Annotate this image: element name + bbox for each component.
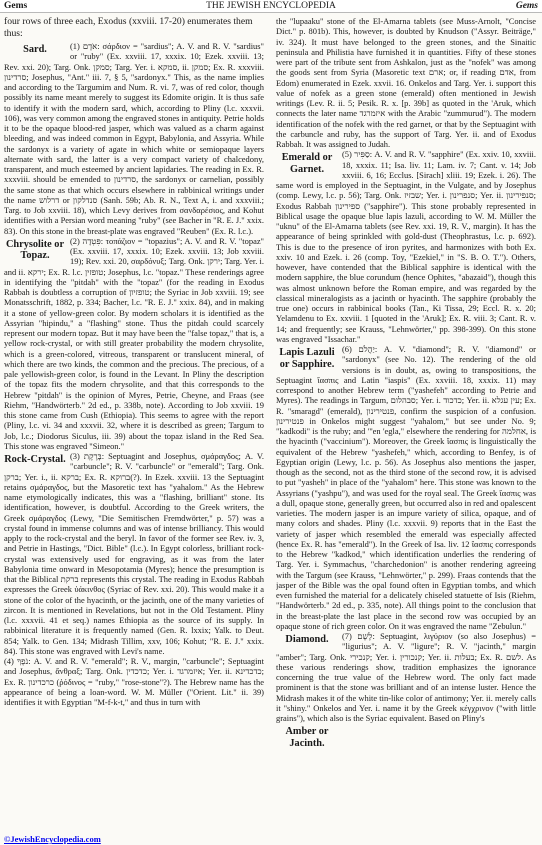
header-encyclopedia-title: THE JEWISH ENCYCLOPEDIA: [206, 1, 336, 11]
sidenote-lapis-lazuli: Lapis Lazuli or Sapphire.: [279, 347, 335, 370]
right-column: [276, 16, 536, 831]
left-column: [4, 16, 264, 831]
header-left-title: Gems: [4, 1, 28, 11]
site-copyright-link[interactable]: ©JewishEncyclopedia.com: [4, 834, 101, 844]
paragraph-sardius: (1) אֹדֶם: σάρδιον = "sardius"; A. V. and R. V. "sardius" or "ruby" (Ex. xxviii. 17, xxxix. 10; Ezek. xxviii. 13; Rev. xxi. 20); Targ. Onk. סמקן; Targ. Yer. i. סמקא, ii. סמקן; Ex. R. xxxviii. סרדינון; Josephus, "Ant." iii. 7, § 5, "sardonyx." This, as the name implies and according to the Targumim and Num. R. vi. 7, was of red color, though possibly its name meant merely to suggest its Edomite origin. It is thus safe to identify it with the modern sard, which, according to Pliny (l.c. xxxvii. 106), was very common among the engraved stones in antiquity. Petrie holds it to be the opaque blood-red jasper, which was valued as a charm against bleeding, and was indeed common in Egypt, Babylonia, and Assyria. While the sardonyx is a variety of agate in which white or semiopaque layers alternate with sard, the latter is a very compact variety of chalcedony, transparent, and much esteemed by ancient lapidaries. The reading in Ex. R. xxxviii. should be emended to סרדינון, the sardonyx or carnelian, possibly the same stone as that which occurs elsewhere in rabbinical writings under the name דרלוש or סנדלקון (Sanh. 59b; Ab. R. N., Text A, i. and xxxviii.; Targ. to Job xxviii. 18), which Levy derives from σανδαρέσιος, and Kohut identifies with a Persian word meaning "ruby" (see Bacher in "R. E. J." xxix. 83). On this stone in the breast-plate was engraved "Reuben" (Ex. R. l.c.).: [4, 41, 264, 236]
header-right-title: Gems: [515, 1, 538, 11]
paragraph-diamond: (6) יַהֲלֹם: A. V. "diamond"; R. V. "diamond" or "sardonyx" (see No. 12). The rendering of the old versions is in doubt, as, owing to transpositions, the Septuagint ἴασπις and Latin "iaspis" (Ex. xxviii. 18, xxxix. 11) may correspond to another Hebrew term ("yashefeh" according to Petrie and Myres). The readings in Targum, סבהלום; Yer. i. כדכוד; Yer. ii. עין עגלא; Ex. R. "smaragd" (emerald), פנטירינון, confirm the suspicion of a confusion. פנטירינון in Onkelos might suggest "yahalom," but see under No. 9; "kadkodi" is the ruby; and "'en 'egla," elsewhere the rendering for אחלמה, is the hyacinth ("vaccinium"). Moreover, the Greek ἴασπις is linguistically the equivalent of the Hebrew "yashefeh," which, according to Benfey, is of Egyptian origin (Lewy, l.c. p. 56). As Josephus also mentions the jasper, though as the second, not as the third stone of the second row, it is advised to put "yasheh" in place of the "yahalom" here. This stone was known to the Assyrians ("yashpu"), and was used for the royal seal. The Greek ἴασπις was a dull, opaque stone, generally green, but occurred also in red and opalescent varieties. The modern jasper is an impure variety of silica, opaque, and of many colors and shades. Pliny (l.c. xxxvii. 9) reports that in the East the variety of jasper which resembled the emerald was especially affected (hence Ex. R. has "emerald"). In the Greek of Isa. liv. 12 ἴασπις corresponds to the Hebrew "kadkod," which identification underlies the rendering of Targ. Yer. i. Symmachus, "charchedonion" is another rendering agreeing with the Targum (see Krauss, "Lehnwörter," p. 299). Fraas contends that the jasper of the Bible was the opal found often in Egyptian tombs, and which even furnished the material for a delicately chiseled statuette of Isis (Riehm, "Handwörterb." 2d ed., p. 335, note). All things point to the conclusion that in the breast-plate the last place in the second row was occupied by an opaque stone of rich green color. On it was engraved the name "Zebulun.": [276, 344, 536, 631]
sidenote-emerald-garnet: Emerald or Garnet.: [281, 152, 333, 175]
paragraph-emerald: (4) נֹפֶךְ: A. V. and R. V. "emerald"; R. V., margin, "carbuncle"; Septuagint and Josephus, ἄνθραξ; Targ. Onk. כדכדין; Yer. i. איזמרגד; Yer. ii. כדכדינא; Ex. R. כרכדינון (ῥόδινος = "ruby," "rose-stone"?). The Hebrew name has the appearance of being a loan-word. W. M. Müller ("Orient. Lit." ii. 39) identifies it with Egyptian "M-f-k-t," and thus in turn with: [4, 656, 264, 708]
paragraph-carbuncle: (3) בָּרֶקֶת: Septuagint and Josephus, σμάραγδος; A. V. "carbuncle"; R. V. "carbuncle" or "emerald"; Targ. Onk. ברקן; Yer. i., ii. ברקא; Ex. R. ברוקא(?). In Ezek. xxviii. 13 the Septuagint retains σμάραγδος, but the Masoretic text has "yahalom." As the Hebrew name etymologically indicates, this was a "flashing, brilliant" stone. Its identification, however, is doubtful. According to the Greek writers, the Greek σμάραγδος (Lewy, "Die Semitischen Fremdwörter," p. 57) was a crystal found in immense columns and was of intense brilliancy. This would apply to the rock-crystal and the beryl. In favor of the former see Rev. iv. 3, and Petrie in Hastings, "Dict. Bible" (l.c.). In Egypt colorless, brilliant rock-crystal was extensively used for engraving, as it was from the later Babylonia time onward in Mesopotamia (Myres); hence the presumption is that the Biblical ברקת represents this crystal. The reading in Exodus Rabbah expresses the Greek ὑάκινθος (Syriac of Rev. xxi. 20). This would make it a stone of the color of the hyacinth, or the jacinth, one of the many varieties of zircon. It is mentioned in Revelations, but not in the Old Testament. Pliny (l.c. xxxvii. 41 et seq.) names Ethiopia as the source of its supply. In rabbinical literature it is frequently named (Gen. R. lxxix; Yalk. to Deut. 854; Yalk. to Gen. 134; Midrash Tillim, xxv, 106; Kohut; "R. E. J." xxix. 84). This stone was engraved with Levi's name.: [4, 451, 264, 656]
sidenote-rock-crystal: Rock-Crystal.: [4, 454, 66, 466]
intro-paragraph: four rows of three each, Exodus (xxviii. 17-20) enumerates them thus:: [4, 16, 253, 39]
page-header: [0, 0, 542, 13]
paragraph-ligure: (7) לֶשֶׁם: Septuagint, λιγύριον (so also Josephus) = "ligurius"; A. V. "ligure"; R. V. "jacinth," margin "amber"; Targ. Onk. קנכירי; Yer. i. קנכורין; Yer. ii. בעלות; Ex. R. לשם. As these various renderings show, tradition emphasizes the ignorance concerning the true value of the Hebrew word. The only fact made prominent is that the stone was brilliant and of an intense luster. Hence the Midrash makes it of the white tin-like color of antimony; Yer. ii. merely calls it "shiny." Onkelos and Yer. i. name it by the Greek κέγχρινον ("with little grains"), which also is the Syriac equivalent. Based on Pliny's: [276, 631, 536, 723]
sidenote-amber-jacinth: Amber or Jacinth.: [285, 726, 329, 749]
sidenote-diamond: Diamond.: [285, 634, 329, 645]
paragraph-topaz: (2) פִּטְדָה: τοπάζιον = "topazius"; A. V. and R. V. "topaz" (Ex. xxviii. 17, xxxix. 10; Ezek. xxviii. 13; Job xxviii. 19); Rev. xxi. 20, σαρδόνυξ; Targ. Onk. ירקן; Targ. Yer. i. and ii. ירקא; Ex. R. l.c. טופזין; Josephus, l.c. "topaz." These renderings agree in identifying the "pitdah" with the "topaz" (for the reading in Exodus Rabbah is doubtless a corruption of טופזיון; the Syriac in Job xxviii. 19; see Monatsschrift, 1882, p. 334; Bacher, l.c. "R. E. J." xxix. 84), and in making it a stone of yellow-green color. By modern scholars it is identified as the Assyrian "hipindu," a "flashing" stone. Thus the pitdah could scarcely represent our modern topaz. But it may have been the "false topaz," that is, a yellow rock-crystal, or with still greater probability the modern chrysolite, which is a green-colored, vitreous, transparent or translucent mineral, of which there are two kinds, the common and the precious. The precious, of a pale yellowish-green color, is found in the Levant. In Pliny the description of the topaz fits the modern chrysolite, and that this corresponds to the Hebrew "pitdah" is the opinion of Myres, Petrie, Cheyne, and Fraas (see Riehm, "Handwörterb." 2d ed., p. 338b, note). According to Job xxviii. 19 this stone came from Cush (Ethiopia). This seems to agree with the report (Pliny, l.c. vi. 34 and xxxvii. 32, where it is described as green; Targum to Job, l.c.; Diodorus Siculus, iii. 39) about the topaz island in the Red Sea. This stone was engraved "Simeon.": [4, 235, 264, 451]
sidenote-sard: Sard.: [23, 44, 47, 56]
paragraph-lupaaku: the "lupaaku" stone of the El-Amarna tablets (see Muss-Arnolt, "Concise Dict." p. 801b). This, however, is doubted by Knudson ("Assyr. Beiträge," iv. 324). It must have belonged to the green stones, and the Sinaitic peninsula and Philistia have furnished it in quantities. Fifty of these stones were part of the tribute sent from Ashkalon, just as the "nofek" was among the goods sent from Syria (Masoretic text ארם; or, if reading אדם, from Edom) enumerated in Ezek. xxvii. 16. Onkelos and Targ. Yer. i. support this value of nofek as a green stone (emerald) often mentioned in Jewish writings (Lev. R. ii. 5; Pesik. R. x. [p. 39b] as quoted in the 'Aruk, which connects the later name איזמרגד with the Arabic "zummurud"). The modern identification of the nofek with the red garnet, or that by the Septuagint with the carbuncle and ruby, has the support of Targ. Yer. ii. and of Exodus Rabbah. It was assigned to Judah.: [276, 16, 536, 149]
sidenote-chrysolite: Chrysolite or Topaz.: [5, 238, 65, 262]
paragraph-sapphire: (5) סַפִּיר: A. V. and R. V. "sapphire" (Ex. xxiv. 10, xxviii. 18, xxxix. 11; Isa. liv. 11; Lam. iv. 7; Cant. v. 14; Job xxviii. 6, 16; Ecclus. [Sirach] xliii. 19; Ezek. i. 26). The same word is employed in the Septuagint, in the Vulgate, and by Josephus (comp. Lewy, l.c. p. 56); Targ. Onk. שבזיז; Yer. i. סנפרינון; Yer. ii. סנפירינון; Exodus Rabbah ספירינון ("sapphire"). This stone probably represented in Biblical usage the opaque blue lapis lazuli, according to W. M. Müller the "uknu" of the El-Amarna tablets (see Rev. xxi. 19, R. V., margin). It has the appearance of being sprinkled with gold-dust (Theophrastus, l.c. p. 692). This is due to the presence of iron pyrites, and harmonizes with both Ex. xxiv. 10 and Ezek. i. 26 (comp. Toy, "Ezekiel," in "S. B. O. T."). Others, however, have contended that the Biblical sapphire is identical with the modern sapphire, the blue corundum (hence Ophites, "abazaid"), though this was almost unknown before the Roman empire, and was regarded by the classical mineralogists as a jacinth or hyacinth. The sapphire (probably the true one) occurs in rabbinical books (Tan., Ki Tissa, 29; Eccl. R. x. 20; Yelamdenu to Ex. xxviii. 1 [quoted in the 'Aruk]; Ex. R. viii. 3; Cant. R. v. 14; and frequently; see Krauss, "Lehnwörter," pp. 398-399). On this stone was engraved "Issachar.": [276, 149, 536, 344]
